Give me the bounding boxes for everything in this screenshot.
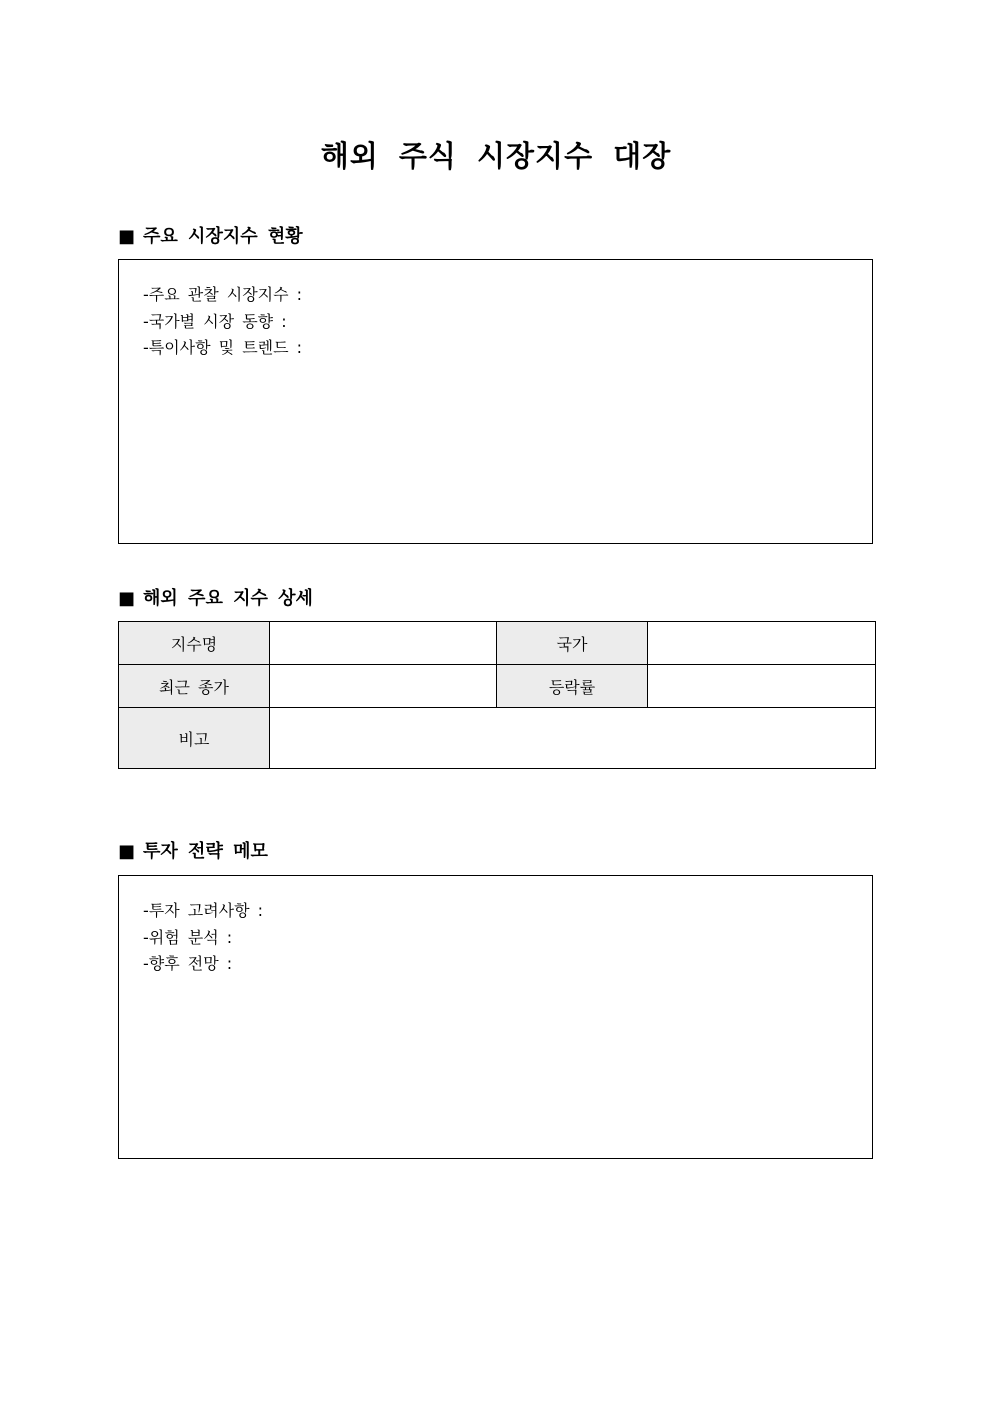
section-heading-index-detail: [118, 584, 313, 610]
section-heading-text: 투자 전략 메모: [143, 841, 268, 862]
line-investment-considerations: -투자 고려사항 :: [143, 901, 264, 920]
section-heading-text: 해외 주요 지수 상세: [143, 588, 313, 609]
line-future-outlook: -향후 전망 :: [143, 954, 233, 973]
page-title: 해외 주식 시장지수 대장: [320, 139, 672, 173]
label-change-rate: 등락률: [497, 665, 648, 708]
label-index-name: 지수명: [119, 622, 270, 665]
strategy-memo-lines: [143, 898, 263, 978]
section-heading-market-status: [118, 222, 303, 248]
label-remarks: 비고: [119, 708, 270, 769]
index-detail-table: [118, 621, 876, 769]
square-bullet-icon: ■: [118, 588, 136, 609]
line-country-trends: -국가별 시장 동향 :: [143, 311, 287, 331]
section-heading-strategy-memo: [118, 837, 268, 863]
label-country: 국가: [497, 622, 648, 665]
section-heading-text: 주요 시장지수 현황: [143, 226, 303, 247]
value-remarks[interactable]: [270, 708, 876, 769]
value-recent-close[interactable]: [270, 665, 497, 708]
market-status-lines: [143, 282, 302, 362]
value-change-rate[interactable]: [648, 665, 876, 708]
value-index-name[interactable]: [270, 622, 497, 665]
label-recent-close: 최근 종가: [119, 665, 270, 708]
table-row: [119, 708, 876, 769]
table-row: [119, 665, 876, 708]
line-main-indices: -주요 관찰 시장지수 :: [143, 285, 303, 304]
strategy-memo-box[interactable]: [118, 875, 873, 1159]
line-risk-analysis: -위험 분석 :: [143, 927, 233, 947]
value-country[interactable]: [648, 622, 876, 665]
square-bullet-icon: ■: [118, 841, 136, 862]
square-bullet-icon: ■: [118, 226, 136, 247]
line-special-notes: -특이사항 및 트렌드 :: [143, 338, 303, 357]
table-row: [119, 622, 876, 665]
market-status-box[interactable]: [118, 259, 873, 544]
